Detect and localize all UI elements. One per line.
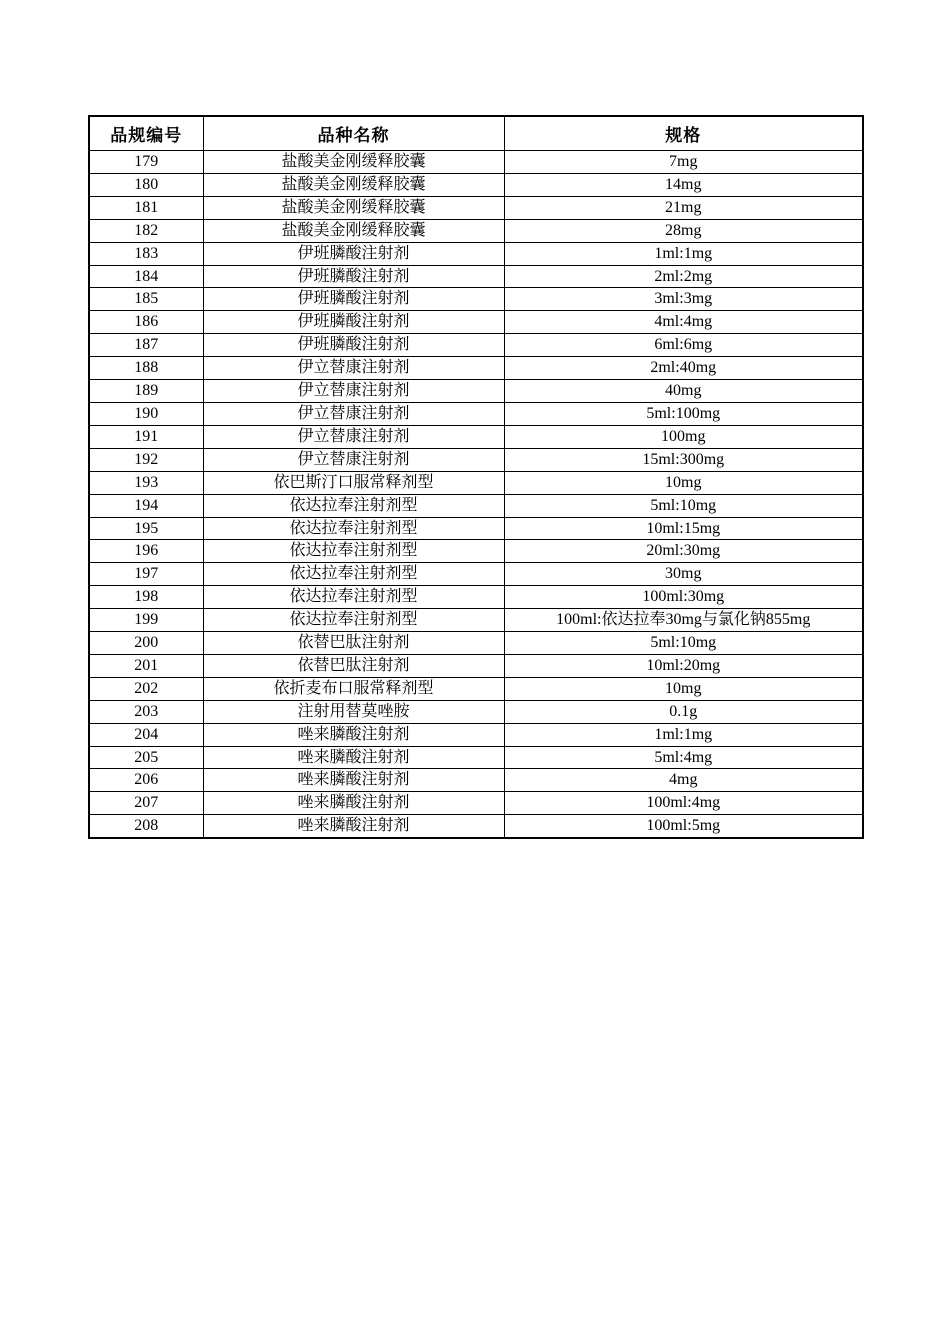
- cell-code: 205: [89, 746, 203, 769]
- cell-code: 182: [89, 219, 203, 242]
- cell-spec: 20ml:30mg: [504, 540, 863, 563]
- cell-spec: 0.1g: [504, 700, 863, 723]
- cell-name: 伊班膦酸注射剂: [203, 242, 504, 265]
- table-row: [89, 151, 863, 174]
- cell-code: 208: [89, 815, 203, 838]
- cell-spec: 3ml:3mg: [504, 288, 863, 311]
- cell-code: 196: [89, 540, 203, 563]
- cell-spec: 15ml:300mg: [504, 448, 863, 471]
- cell-spec: 1ml:1mg: [504, 242, 863, 265]
- cell-name: 唑来膦酸注射剂: [203, 792, 504, 815]
- header-col-name: 品种名称: [203, 116, 504, 151]
- cell-spec: 100ml:5mg: [504, 815, 863, 838]
- table-row: [89, 632, 863, 655]
- cell-name: 依替巴肽注射剂: [203, 654, 504, 677]
- cell-spec: 30mg: [504, 563, 863, 586]
- table-row: [89, 334, 863, 357]
- table-row: [89, 219, 863, 242]
- cell-code: 204: [89, 723, 203, 746]
- table-row: [89, 700, 863, 723]
- cell-name: 唑来膦酸注射剂: [203, 723, 504, 746]
- cell-code: 184: [89, 265, 203, 288]
- cell-code: 186: [89, 311, 203, 334]
- header-col-code: 品规编号: [89, 116, 203, 151]
- cell-spec: 5ml:100mg: [504, 402, 863, 425]
- cell-spec: 1ml:1mg: [504, 723, 863, 746]
- cell-name: 伊立替康注射剂: [203, 357, 504, 380]
- cell-code: 194: [89, 494, 203, 517]
- cell-name: 伊立替康注射剂: [203, 380, 504, 403]
- cell-name: 伊立替康注射剂: [203, 448, 504, 471]
- table-row: [89, 357, 863, 380]
- cell-code: 189: [89, 380, 203, 403]
- cell-spec: 4ml:4mg: [504, 311, 863, 334]
- cell-name: 伊班膦酸注射剂: [203, 288, 504, 311]
- table-row: [89, 654, 863, 677]
- table-row: [89, 242, 863, 265]
- table-body: [89, 151, 863, 839]
- cell-spec: 4mg: [504, 769, 863, 792]
- cell-name: 盐酸美金刚缓释胶囊: [203, 196, 504, 219]
- table-row: [89, 494, 863, 517]
- cell-spec: 5ml:4mg: [504, 746, 863, 769]
- table-row: [89, 448, 863, 471]
- cell-code: 199: [89, 609, 203, 632]
- table-row: [89, 173, 863, 196]
- cell-spec: 40mg: [504, 380, 863, 403]
- cell-spec: 14mg: [504, 173, 863, 196]
- cell-spec: 100ml:4mg: [504, 792, 863, 815]
- table-row: [89, 402, 863, 425]
- cell-name: 依巴斯汀口服常释剂型: [203, 471, 504, 494]
- table-row: [89, 723, 863, 746]
- cell-name: 伊立替康注射剂: [203, 402, 504, 425]
- cell-name: 依达拉奉注射剂型: [203, 494, 504, 517]
- table-row: [89, 769, 863, 792]
- cell-name: 伊班膦酸注射剂: [203, 311, 504, 334]
- cell-name: 依折麦布口服常释剂型: [203, 677, 504, 700]
- cell-spec: 28mg: [504, 219, 863, 242]
- header-col-spec: 规格: [504, 116, 863, 151]
- table-row: [89, 288, 863, 311]
- cell-spec: 5ml:10mg: [504, 632, 863, 655]
- drug-spec-table: [88, 115, 864, 839]
- cell-spec: 10ml:15mg: [504, 517, 863, 540]
- cell-code: 206: [89, 769, 203, 792]
- cell-name: 伊班膦酸注射剂: [203, 334, 504, 357]
- cell-spec: 10ml:20mg: [504, 654, 863, 677]
- cell-spec: 6ml:6mg: [504, 334, 863, 357]
- cell-code: 198: [89, 586, 203, 609]
- cell-spec: 10mg: [504, 471, 863, 494]
- cell-name: 依替巴肽注射剂: [203, 632, 504, 655]
- cell-code: 197: [89, 563, 203, 586]
- table-row: [89, 609, 863, 632]
- cell-code: 207: [89, 792, 203, 815]
- cell-spec: 21mg: [504, 196, 863, 219]
- cell-spec: 100mg: [504, 425, 863, 448]
- cell-name: 盐酸美金刚缓释胶囊: [203, 173, 504, 196]
- table-row: [89, 563, 863, 586]
- cell-name: 唑来膦酸注射剂: [203, 746, 504, 769]
- cell-name: 依达拉奉注射剂型: [203, 609, 504, 632]
- cell-spec: 5ml:10mg: [504, 494, 863, 517]
- cell-spec: 7mg: [504, 151, 863, 174]
- table-row: [89, 425, 863, 448]
- cell-name: 依达拉奉注射剂型: [203, 540, 504, 563]
- cell-code: 185: [89, 288, 203, 311]
- cell-name: 注射用替莫唑胺: [203, 700, 504, 723]
- cell-code: 188: [89, 357, 203, 380]
- table-row: [89, 380, 863, 403]
- cell-spec: 10mg: [504, 677, 863, 700]
- cell-name: 依达拉奉注射剂型: [203, 563, 504, 586]
- cell-code: 183: [89, 242, 203, 265]
- table-row: [89, 311, 863, 334]
- cell-code: 190: [89, 402, 203, 425]
- table-row: [89, 265, 863, 288]
- table-row: [89, 746, 863, 769]
- cell-spec: 2ml:40mg: [504, 357, 863, 380]
- table-row: [89, 677, 863, 700]
- cell-code: 192: [89, 448, 203, 471]
- cell-code: 201: [89, 654, 203, 677]
- header-row: [89, 116, 863, 151]
- cell-name: 唑来膦酸注射剂: [203, 769, 504, 792]
- table-row: [89, 540, 863, 563]
- table-row: [89, 815, 863, 838]
- cell-spec: 100ml:依达拉奉30mg与氯化钠855mg: [504, 609, 863, 632]
- cell-code: 179: [89, 151, 203, 174]
- cell-name: 唑来膦酸注射剂: [203, 815, 504, 838]
- cell-name: 伊立替康注射剂: [203, 425, 504, 448]
- table-row: [89, 517, 863, 540]
- cell-code: 200: [89, 632, 203, 655]
- cell-name: 依达拉奉注射剂型: [203, 517, 504, 540]
- table-row: [89, 792, 863, 815]
- table-row: [89, 586, 863, 609]
- cell-code: 191: [89, 425, 203, 448]
- cell-code: 195: [89, 517, 203, 540]
- table-row: [89, 196, 863, 219]
- cell-spec: 100ml:30mg: [504, 586, 863, 609]
- cell-name: 依达拉奉注射剂型: [203, 586, 504, 609]
- cell-name: 伊班膦酸注射剂: [203, 265, 504, 288]
- cell-code: 181: [89, 196, 203, 219]
- cell-code: 187: [89, 334, 203, 357]
- cell-code: 202: [89, 677, 203, 700]
- cell-code: 180: [89, 173, 203, 196]
- cell-name: 盐酸美金刚缓释胶囊: [203, 151, 504, 174]
- cell-name: 盐酸美金刚缓释胶囊: [203, 219, 504, 242]
- table-row: [89, 471, 863, 494]
- cell-spec: 2ml:2mg: [504, 265, 863, 288]
- cell-code: 203: [89, 700, 203, 723]
- cell-code: 193: [89, 471, 203, 494]
